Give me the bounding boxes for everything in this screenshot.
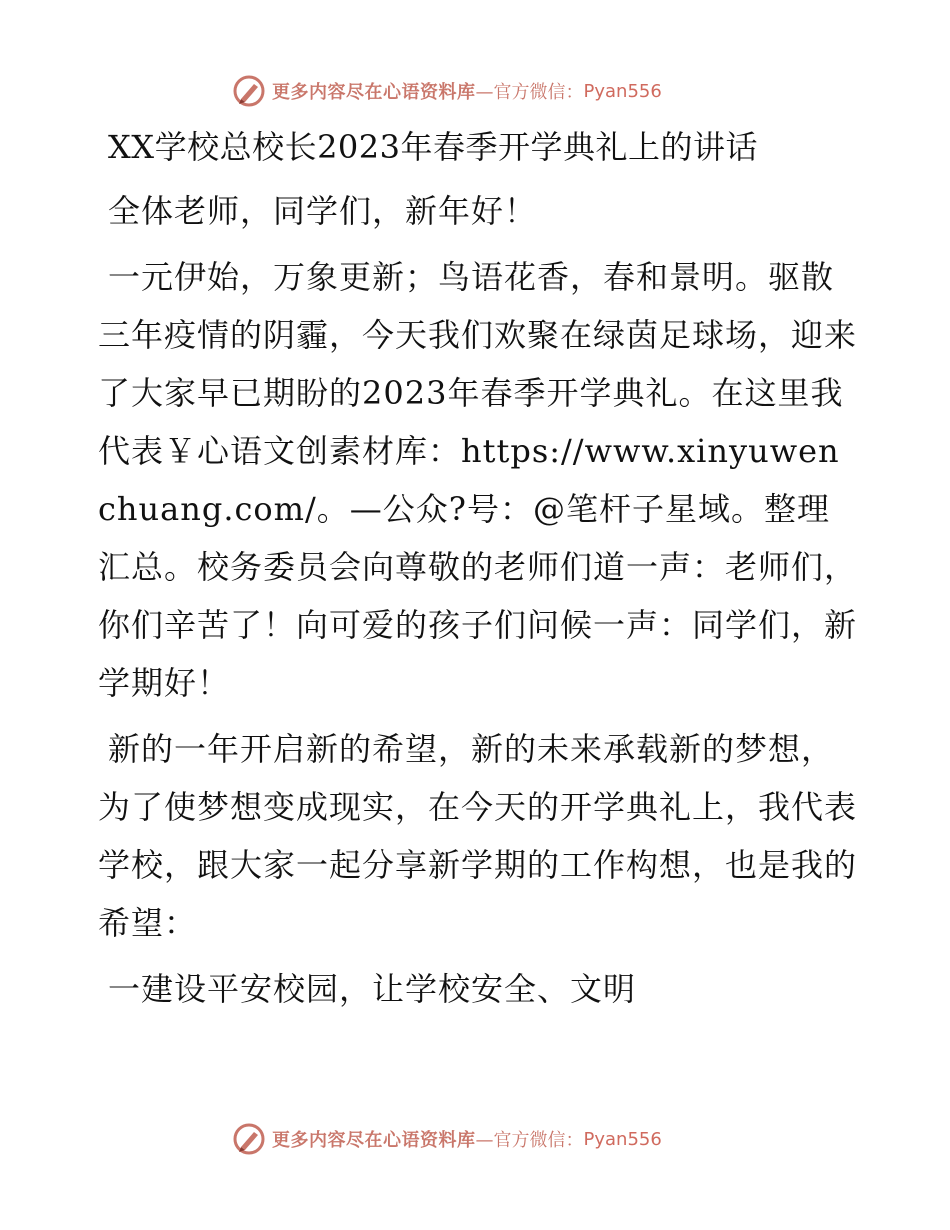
paragraph-vision: 新的一年开启新的希望，新的未来承载新的梦想，为了使梦想变成现实，在今天的开学典礼上，我代表学校，跟大家一起分享新学期的工作构想，也是我的希望： <box>98 730 858 942</box>
paragraph-salutation: 全体老师，同学们，新年好！ <box>108 192 538 230</box>
watermark-separator: —官方微信： <box>475 1130 584 1151</box>
watermark-wechat-id: Pyan556 <box>583 1128 662 1150</box>
pen-logo-icon <box>232 1122 266 1156</box>
watermark-text: 更多内容尽在心语资料库 <box>272 82 476 103</box>
document-body <box>98 122 858 1026</box>
paragraph-opening: 一元伊始，万象更新；鸟语花香，春和景明。驱散三年疫情的阴霾，今天我们欢聚在绿茵足球场，迎来了大家早已期盼的2023年春季开学典礼。在这里我代表￥心语文创素材库：https://www.xinyuwenchuang.com/。—公众?号：@笔杆子星域。整理汇总。校务委员会向尊敬的老师们道一声：老师们，你们辛苦了！向可爱的孩子们问候一声：同学们，新学期好！ <box>98 258 858 702</box>
header-watermark <box>232 73 662 109</box>
pen-logo-icon <box>232 74 266 108</box>
paragraph-point-one: 一建设平安校园，让学校安全、文明 <box>108 970 637 1008</box>
document-title: XX学校总校长2023年春季开学典礼上的讲话 <box>108 128 759 166</box>
watermark-text: 更多内容尽在心语资料库 <box>272 1130 476 1151</box>
watermark-separator: —官方微信： <box>475 82 584 103</box>
footer-watermark <box>232 1121 662 1157</box>
watermark-wechat-id: Pyan556 <box>583 80 662 102</box>
